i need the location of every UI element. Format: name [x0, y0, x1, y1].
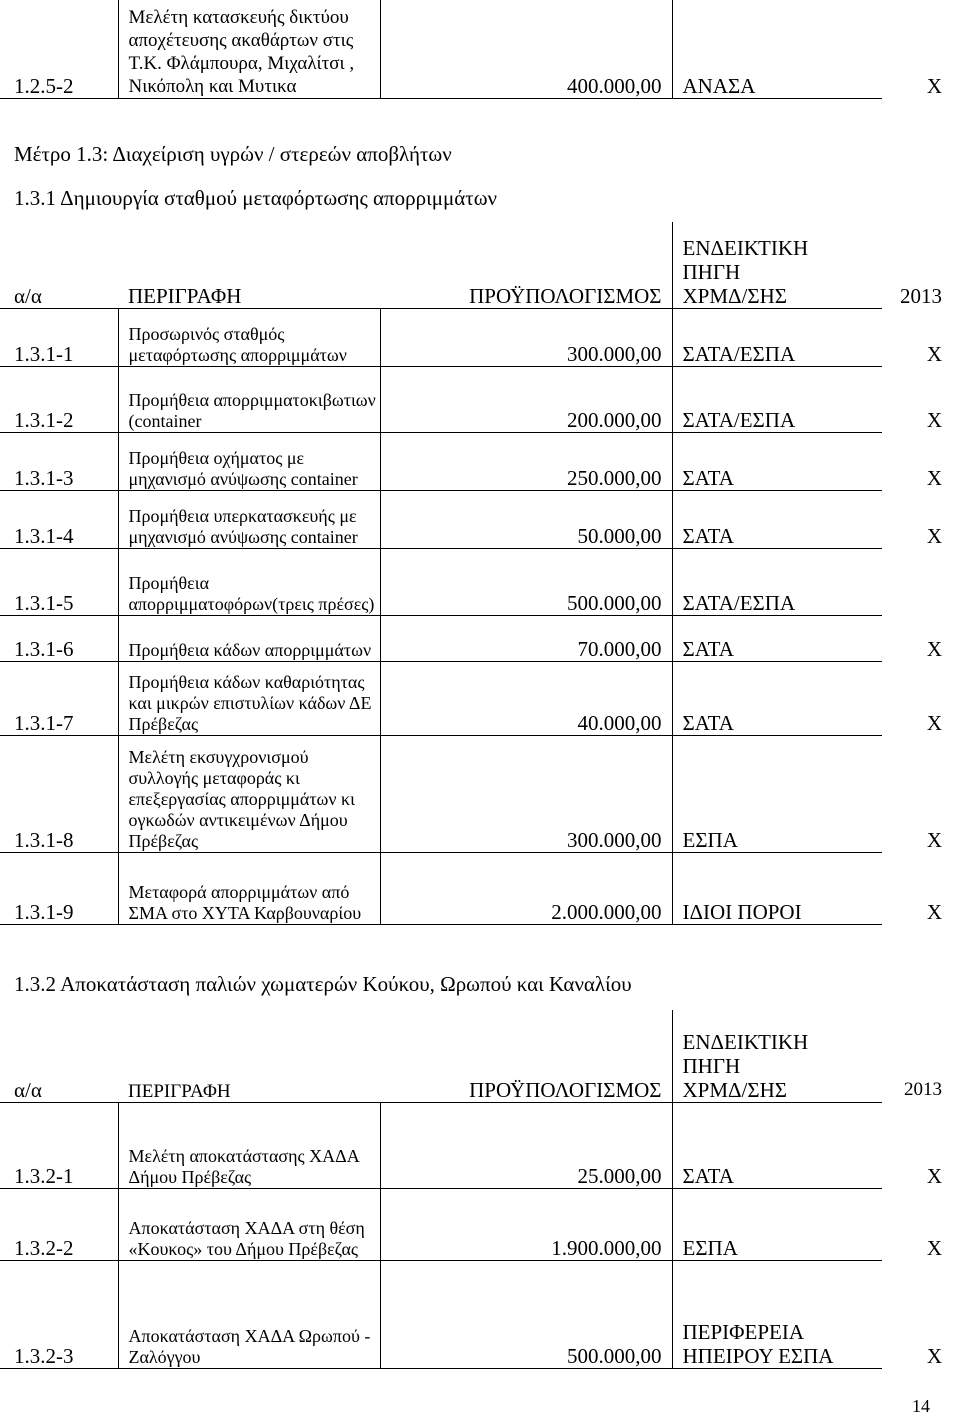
table-row	[0, 1188, 960, 1260]
row-source: ΕΣΠΑ	[672, 735, 882, 852]
row-description: Μεταφορά απορριμμάτων από ΣΜΑ στο ΧΥΤΑ Καρβουναρίου	[118, 852, 380, 924]
row-source: ΣΑΤΑ	[672, 1102, 882, 1188]
table-row	[0, 366, 960, 432]
header-source-line1: ΕΝΔΕΙΚΤΙΚΗ	[682, 1029, 809, 1054]
header-source-line2: ΠΗΓΗ	[682, 259, 741, 284]
row-description: Προσωρινός σταθμός μεταφόρτωσης απορριμμάτων	[118, 308, 380, 366]
row-description: Αποκατάσταση ΧΑΔΑ στη θέση «Κουκος» του Δήμου Πρέβεζας	[118, 1188, 380, 1260]
row-mark: Χ	[926, 342, 942, 366]
header-source	[672, 222, 882, 308]
row-description: Αποκατάσταση ΧΑΔΑ Ωρωπού - Ζαλόγγου	[118, 1260, 380, 1368]
row-source	[672, 1260, 882, 1368]
row-source: ΣΑΤΑ	[672, 661, 882, 735]
row-budget: 70.000,00	[380, 615, 672, 661]
row-budget: 50.000,00	[380, 490, 672, 548]
table-row	[0, 432, 960, 490]
row-source: ΣΑΤΑ	[672, 490, 882, 548]
header-source-line3: ΧΡΜΔ/ΣΗΣ	[682, 1077, 787, 1102]
row-mark: Χ	[926, 711, 942, 735]
header-code: α/α	[0, 1010, 118, 1102]
row-mark: Χ	[926, 828, 942, 852]
section2-title: 1.3.2 Αποκατάσταση παλιών χωματερών Κούκου, Ωρωπού και Καναλίου	[14, 972, 632, 996]
row-code: 1.3.2-1	[0, 1102, 118, 1188]
row-description: Προμήθεια απορριμματοφόρων(τρεις πρέσες)	[118, 548, 380, 615]
row-description: Προμήθεια κάδων απορριμμάτων	[118, 615, 380, 661]
row-code: 1.3.1-1	[0, 308, 118, 366]
row-source: ΣΑΤΑ	[672, 615, 882, 661]
row-mark: Χ	[926, 1164, 942, 1188]
row-code: 1.3.1-8	[0, 735, 118, 852]
row-source: ΑΝΑΣΑ	[672, 0, 882, 98]
row-mark: Χ	[926, 524, 942, 548]
row-code: 1.3.1-2	[0, 366, 118, 432]
table-row	[0, 852, 960, 924]
row-description: Προμήθεια υπερκατασκευής με μηχανισμό ανύψωσης container	[118, 490, 380, 548]
table-row	[0, 661, 960, 735]
top-table	[0, 0, 960, 99]
row-source: ΕΣΠΑ	[672, 1188, 882, 1260]
row-mark: Χ	[926, 466, 942, 490]
row-budget: 200.000,00	[380, 366, 672, 432]
row-mark: Χ	[926, 637, 942, 661]
section2-header-row	[0, 1010, 960, 1102]
row-code: 1.3.1-6	[0, 615, 118, 661]
table-row	[0, 308, 960, 366]
row-budget: 25.000,00	[380, 1102, 672, 1188]
row-source: ΣΑΤΑ	[672, 432, 882, 490]
row-source: ΙΔΙΟΙ ΠΟΡΟΙ	[672, 852, 882, 924]
row-code: 1.3.1-4	[0, 490, 118, 548]
header-code: α/α	[0, 222, 118, 308]
row-budget: 2.000.000,00	[380, 852, 672, 924]
header-year: 2013	[904, 1079, 942, 1100]
row-budget: 400.000,00	[380, 0, 672, 98]
row-budget: 40.000,00	[380, 661, 672, 735]
row-budget: 300.000,00	[380, 735, 672, 852]
row-budget: 300.000,00	[380, 308, 672, 366]
table-row	[0, 490, 960, 548]
row-mark: Χ	[926, 900, 942, 924]
row-budget: 500.000,00	[380, 1260, 672, 1368]
row-code: 1.3.1-7	[0, 661, 118, 735]
table-row	[0, 0, 960, 98]
row-source-line1: ΠΕΡΙΦΕΡΕΙΑ	[682, 1319, 805, 1344]
header-source-line3: ΧΡΜΔ/ΣΗΣ	[682, 283, 787, 308]
page-number: 14	[912, 1396, 930, 1416]
section1-header-row	[0, 222, 960, 308]
row-description: Προμήθεια οχήματος με μηχανισμό ανύψωσης container	[118, 432, 380, 490]
row-description: Μελέτη κατασκευής δικτύου αποχέτευσης ακαθάρτων στις Τ.Κ. Φλάμπουρα, Μιχαλίτσι , Νικόπολη και Μυτικα	[118, 0, 380, 98]
table-row	[0, 615, 960, 661]
table-row	[0, 1260, 960, 1368]
header-budget: ΠΡΟΫΠΟΛΟΓΙΣΜΟΣ	[380, 222, 672, 308]
header-budget: ΠΡΟΫΠΟΛΟΓΙΣΜΟΣ	[380, 1010, 672, 1102]
section1-table	[0, 222, 960, 925]
table-row	[0, 735, 960, 852]
row-mark: Χ	[926, 1236, 942, 1260]
measure-title: Μέτρο 1.3: Διαχείριση υγρών / στερεών αποβλήτων	[14, 142, 452, 166]
row-mark: Χ	[926, 1344, 942, 1368]
row-source-line2: ΗΠΕΙΡΟΥ ΕΣΠΑ	[682, 1343, 834, 1368]
header-source-line1: ΕΝΔΕΙΚΤΙΚΗ	[682, 235, 809, 260]
row-source: ΣΑΤΑ/ΕΣΠΑ	[672, 308, 882, 366]
header-description: ΠΕΡΙΓΡΑΦΗ	[118, 1010, 380, 1102]
row-code: 1.3.1-5	[0, 548, 118, 615]
row-code: 1.2.5-2	[0, 0, 118, 98]
row-budget: 1.900.000,00	[380, 1188, 672, 1260]
row-source: ΣΑΤΑ/ΕΣΠΑ	[672, 366, 882, 432]
row-budget: 250.000,00	[380, 432, 672, 490]
row-description: Μελέτη αποκατάστασης ΧΑΔΑ Δήμου Πρέβεζας	[118, 1102, 380, 1188]
row-source: ΣΑΤΑ/ΕΣΠΑ	[672, 548, 882, 615]
section2-table	[0, 1010, 960, 1369]
row-description: Προμήθεια απορριμματοκιβωτιων (container	[118, 366, 380, 432]
row-code: 1.3.2-3	[0, 1260, 118, 1368]
header-year: 2013	[900, 284, 942, 308]
table-row	[0, 548, 960, 615]
row-mark: Χ	[926, 408, 942, 432]
row-mark	[882, 548, 960, 615]
section1-title: 1.3.1 Δημιουργία σταθμού μεταφόρτωσης απορριμμάτων	[14, 186, 498, 210]
row-description: Προμήθεια κάδων καθαριότητας και μικρών επιστυλίων κάδων ΔΕ Πρέβεζας	[118, 661, 380, 735]
header-source	[672, 1010, 882, 1102]
row-code: 1.3.2-2	[0, 1188, 118, 1260]
row-code: 1.3.1-3	[0, 432, 118, 490]
header-description: ΠΕΡΙΓΡΑΦΗ	[118, 222, 380, 308]
row-mark: Χ	[926, 74, 942, 98]
header-source-line2: ΠΗΓΗ	[682, 1053, 741, 1078]
row-code: 1.3.1-9	[0, 852, 118, 924]
row-description: Μελέτη εκσυγχρονισμού συλλογής μεταφοράς κι επεξεργασίας απορριμμάτων κι ογκωδών αντικειμένων Δήμου Πρέβεζας	[118, 735, 380, 852]
row-budget: 500.000,00	[380, 548, 672, 615]
table-row	[0, 1102, 960, 1188]
